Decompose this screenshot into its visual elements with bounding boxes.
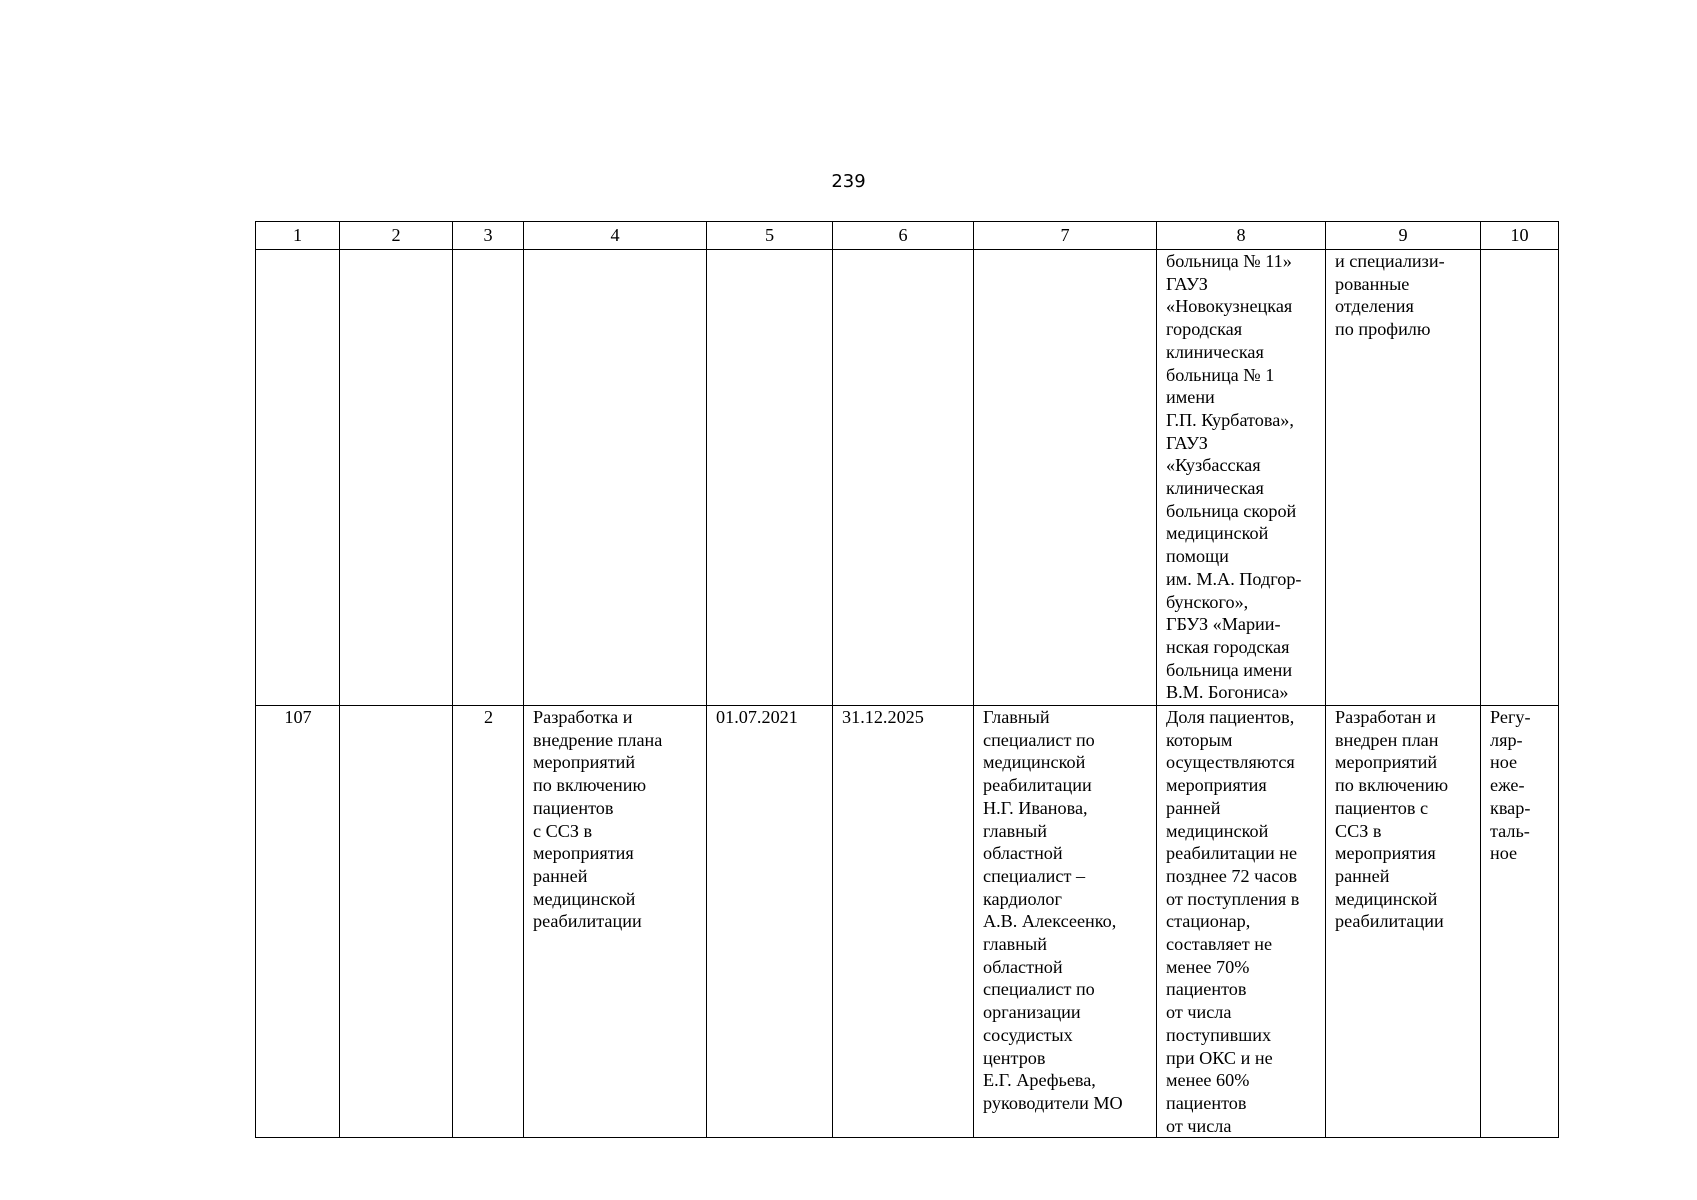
cell-indicator: больница № 11» ГАУЗ «Новокузнецкая городская клиническая больница № 1 имени Г.П. Курбатова», ГАУЗ «Кузбасская клиническая больница скорой медицинской помощи им. М.А. Подгор- бунского», ГБУЗ «Марии- нская городская больница имени В.М. Богониса» [1157,250,1326,706]
cell-col-3 [453,250,524,706]
cell-responsible: Главный специалист по медицинской реабилитации Н.Г. Иванова, главный областной специалист – кардиолог А.В. Алексеенко, главный областной специалист по организации сосудистых центров Е.Г. Арефьева, руководители МО [974,706,1157,1138]
column-header-10: 10 [1481,222,1559,250]
cell-frequency: Регу- ляр- ное еже- квар- таль- ное [1481,706,1559,1138]
column-header-3: 3 [453,222,524,250]
column-header-5: 5 [707,222,833,250]
cell-number: 107 [256,706,340,1138]
column-header-2: 2 [340,222,453,250]
column-header-4: 4 [524,222,707,250]
cell-indicator: Доля пациентов, которым осуществляются мероприятия ранней медицинской реабилитации не позднее 72 часов от поступления в стационар, составляет не менее 70% пациентов от числа поступивших при ОКС и не менее 60% пациентов от числа [1157,706,1326,1138]
cell-number [256,250,340,706]
column-header-8: 8 [1157,222,1326,250]
column-header-9: 9 [1326,222,1481,250]
cell-measure [524,250,707,706]
page-number: 239 [831,171,866,192]
cell-responsible [974,250,1157,706]
header-row [256,222,1559,250]
cell-end-date: 31.12.2025 [833,706,974,1138]
cell-result: Разработан и внедрен план мероприятий по включению пациентов с ССЗ в мероприятия ранней медицинской реабилитации [1326,706,1481,1138]
column-header-6: 6 [833,222,974,250]
cell-start-date [707,250,833,706]
table-row [256,706,1559,1138]
column-header-7: 7 [974,222,1157,250]
cell-col-2 [340,250,453,706]
column-header-1: 1 [256,222,340,250]
cell-measure: Разработка и внедрение плана мероприятий по включению пациентов с ССЗ в мероприятия ранней медицинской реабилитации [524,706,707,1138]
cell-frequency [1481,250,1559,706]
cell-end-date [833,250,974,706]
table-row [256,250,1559,706]
cell-col-2 [340,706,453,1138]
measures-table [255,221,1559,1138]
cell-col-3: 2 [453,706,524,1138]
cell-result: и специализи- рованные отделения по профилю [1326,250,1481,706]
cell-start-date: 01.07.2021 [707,706,833,1138]
